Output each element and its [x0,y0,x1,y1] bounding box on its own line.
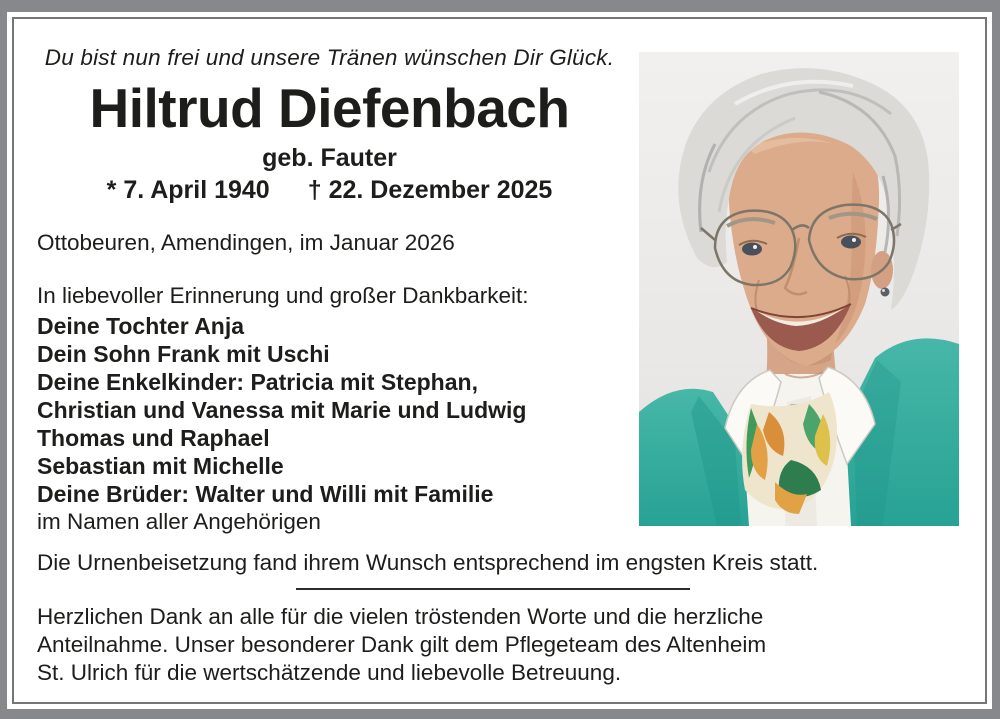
mourners-closing: im Namen aller Angehörigen [37,509,321,534]
thanks-line: Anteilnahme. Unser besonderer Dank gilt dem Pflegeteam des Altenheim [37,632,767,657]
portrait-photo-illustration [639,52,959,526]
thanks-paragraph [37,603,949,687]
maiden-name: geb. Fauter [262,144,397,172]
death-date: † 22. Dezember 2025 [307,176,553,204]
divider-line [296,588,690,590]
mourner-line: Christian und Vanessa mit Marie und Ludwig [37,397,527,423]
thanks-line: Herzlichen Dank an alle für die vielen tröstenden Worte und die herzliche [37,604,764,629]
burial-note: Die Urnenbeisetzung fand ihrem Wunsch entsprechend im engsten Kreis statt. [37,550,819,575]
epigraph: Du bist nun frei und unsere Tränen wünschen Dir Glück. [44,45,615,70]
life-dates [37,177,622,204]
mourner-line: Deine Brüder: Walter und Willi mit Familie [37,481,494,507]
mourner-line: Dein Sohn Frank mit Uschi [37,341,330,367]
mourner-line: Deine Tochter Anja [37,313,245,339]
place-date-line: Ottobeuren, Amendingen, im Januar 2026 [37,230,455,255]
mourning-intro: In liebevoller Erinnerung und großer Dankbarkeit: [37,283,529,308]
mourners-list [37,312,622,508]
mourner-line: Deine Enkelkinder: Patricia mit Stephan, [37,369,478,395]
deceased-name: Hiltrud Diefenbach [89,77,570,139]
obituary-card [7,12,992,709]
mourner-line: Sebastian mit Michelle [37,453,284,479]
obituary-text-column [37,45,622,536]
birth-date: * 7. April 1940 [106,176,270,204]
thanks-line: St. Ulrich für die wertschätzende und liebevolle Betreuung. [37,660,622,685]
mourner-line: Thomas und Raphael [37,425,270,451]
obituary-bottom-section [37,550,949,687]
portrait-photo [639,52,959,526]
